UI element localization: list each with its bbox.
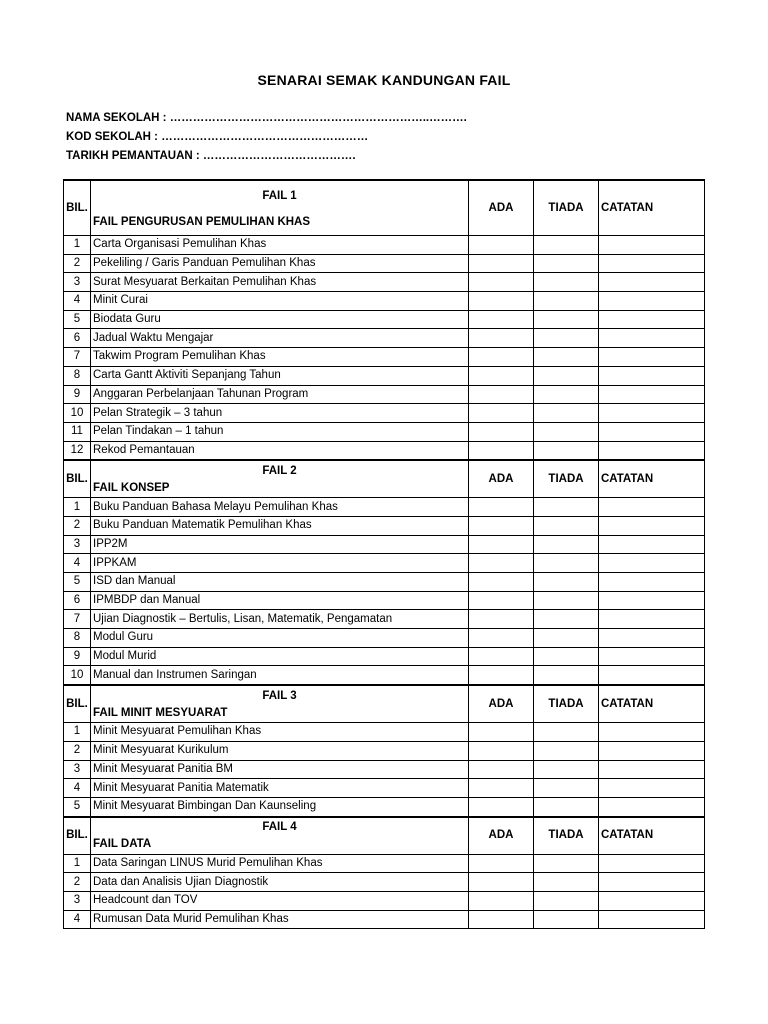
bil-header: BIL. xyxy=(64,817,91,855)
item-number: 11 xyxy=(64,422,91,441)
item-number: 4 xyxy=(64,779,91,798)
item-number: 5 xyxy=(64,797,91,816)
tiada-cell[interactable] xyxy=(534,573,599,592)
table-row xyxy=(64,441,705,460)
table-row xyxy=(64,910,705,929)
catatan-cell[interactable] xyxy=(599,498,705,517)
table-row xyxy=(64,404,705,423)
tiada-cell[interactable] xyxy=(534,498,599,517)
catatan-cell[interactable] xyxy=(599,610,705,629)
catatan-cell[interactable] xyxy=(599,760,705,779)
ada-cell[interactable] xyxy=(469,873,534,892)
catatan-cell[interactable] xyxy=(599,348,705,367)
tiada-cell[interactable] xyxy=(534,516,599,535)
item-description: IPPKAM xyxy=(91,554,469,573)
tiada-cell[interactable] xyxy=(534,254,599,273)
tiada-cell[interactable] xyxy=(534,629,599,648)
catatan-cell[interactable] xyxy=(599,366,705,385)
tiada-cell[interactable] xyxy=(534,329,599,348)
item-description: Rumusan Data Murid Pemulihan Khas xyxy=(91,910,469,929)
bil-header: BIL. xyxy=(64,180,91,236)
item-description: Surat Mesyuarat Berkaitan Pemulihan Khas xyxy=(91,273,469,292)
catatan-cell[interactable] xyxy=(599,629,705,648)
ada-cell[interactable] xyxy=(469,535,534,554)
table-row xyxy=(64,554,705,573)
document-title: SENARAI SEMAK KANDUNGAN FAIL xyxy=(257,72,511,88)
ada-header: ADA xyxy=(469,685,534,723)
item-description: Data dan Analisis Ujian Diagnostik xyxy=(91,873,469,892)
school-info xyxy=(66,109,467,166)
catatan-cell[interactable] xyxy=(599,310,705,329)
ada-header: ADA xyxy=(469,180,534,236)
table-row xyxy=(64,741,705,760)
ada-cell[interactable] xyxy=(469,554,534,573)
ada-cell[interactable] xyxy=(469,723,534,742)
table-row xyxy=(64,760,705,779)
item-number: 2 xyxy=(64,516,91,535)
section-name: FAIL DATA xyxy=(93,838,152,851)
item-description: Buku Panduan Matematik Pemulihan Khas xyxy=(91,516,469,535)
item-number: 5 xyxy=(64,573,91,592)
catatan-cell[interactable] xyxy=(599,910,705,929)
ada-cell[interactable] xyxy=(469,741,534,760)
table-row xyxy=(64,329,705,348)
ada-cell[interactable] xyxy=(469,666,534,685)
tiada-cell[interactable] xyxy=(534,910,599,929)
table-row xyxy=(64,647,705,666)
table-row xyxy=(64,310,705,329)
catatan-cell[interactable] xyxy=(599,422,705,441)
ada-cell[interactable] xyxy=(469,647,534,666)
ada-cell[interactable] xyxy=(469,891,534,910)
item-description: Minit Mesyuarat Pemulihan Khas xyxy=(91,723,469,742)
table-row xyxy=(64,797,705,816)
table-row xyxy=(64,254,705,273)
table-row xyxy=(64,422,705,441)
ada-cell[interactable] xyxy=(469,366,534,385)
tiada-cell[interactable] xyxy=(534,741,599,760)
catatan-header: CATATAN xyxy=(599,685,705,723)
ada-cell[interactable] xyxy=(469,498,534,517)
tiada-header: TIADA xyxy=(534,685,599,723)
catatan-header: CATATAN xyxy=(599,817,705,855)
catatan-cell[interactable] xyxy=(599,535,705,554)
section-name: FAIL PENGURUSAN PEMULIHAN KHAS xyxy=(93,215,311,228)
item-number: 1 xyxy=(64,854,91,873)
table-row xyxy=(64,273,705,292)
monitoring-date-field[interactable]: TARIKH PEMANTAUAN : …………………………………. xyxy=(66,150,356,162)
item-description: Minit Mesyuarat Bimbingan Dan Kaunseling xyxy=(91,797,469,816)
item-number: 3 xyxy=(64,273,91,292)
item-number: 2 xyxy=(64,741,91,760)
tiada-header: TIADA xyxy=(534,817,599,855)
item-description: Rekod Pemantauan xyxy=(91,441,469,460)
tiada-cell[interactable] xyxy=(534,422,599,441)
ada-cell[interactable] xyxy=(469,591,534,610)
item-number: 7 xyxy=(64,610,91,629)
ada-cell[interactable] xyxy=(469,516,534,535)
tiada-cell[interactable] xyxy=(534,554,599,573)
item-description: Headcount dan TOV xyxy=(91,891,469,910)
tiada-cell[interactable] xyxy=(534,591,599,610)
table-row xyxy=(64,535,705,554)
item-description: Ujian Diagnostik – Bertulis, Lisan, Matematik, Pengamatan xyxy=(91,610,469,629)
item-description: Carta Organisasi Pemulihan Khas xyxy=(91,236,469,255)
tiada-cell[interactable] xyxy=(534,723,599,742)
catatan-cell[interactable] xyxy=(599,666,705,685)
table-row xyxy=(64,366,705,385)
item-description: Biodata Guru xyxy=(91,310,469,329)
section-title-cell xyxy=(91,817,469,855)
section-header-row xyxy=(64,460,705,498)
table-row xyxy=(64,236,705,255)
ada-cell[interactable] xyxy=(469,385,534,404)
item-number: 1 xyxy=(64,723,91,742)
ada-cell[interactable] xyxy=(469,273,534,292)
table-row xyxy=(64,292,705,311)
item-description: Minit Mesyuarat Kurikulum xyxy=(91,741,469,760)
item-number: 10 xyxy=(64,666,91,685)
item-number: 9 xyxy=(64,385,91,404)
ada-cell[interactable] xyxy=(469,254,534,273)
section-title-cell xyxy=(91,460,469,498)
catatan-cell[interactable] xyxy=(599,779,705,798)
item-description: Minit Curai xyxy=(91,292,469,311)
table-row xyxy=(64,498,705,517)
checklist-table xyxy=(63,179,705,929)
item-number: 1 xyxy=(64,498,91,517)
item-number: 1 xyxy=(64,236,91,255)
item-description: Takwim Program Pemulihan Khas xyxy=(91,348,469,367)
section-label: FAIL 2 xyxy=(262,464,297,477)
item-description: IPMBDP dan Manual xyxy=(91,591,469,610)
item-description: Carta Gantt Aktiviti Sepanjang Tahun xyxy=(91,366,469,385)
item-description: Jadual Waktu Mengajar xyxy=(91,329,469,348)
tiada-cell[interactable] xyxy=(534,760,599,779)
item-number: 3 xyxy=(64,535,91,554)
bil-header: BIL. xyxy=(64,685,91,723)
catatan-header: CATATAN xyxy=(599,180,705,236)
ada-cell[interactable] xyxy=(469,629,534,648)
tiada-cell[interactable] xyxy=(534,854,599,873)
item-description: Minit Mesyuarat Panitia BM xyxy=(91,760,469,779)
ada-cell[interactable] xyxy=(469,779,534,798)
catatan-cell[interactable] xyxy=(599,516,705,535)
catatan-cell[interactable] xyxy=(599,591,705,610)
tiada-cell[interactable] xyxy=(534,647,599,666)
catatan-cell[interactable] xyxy=(599,385,705,404)
item-number: 3 xyxy=(64,760,91,779)
catatan-cell[interactable] xyxy=(599,441,705,460)
section-header-row xyxy=(64,180,705,236)
catatan-cell[interactable] xyxy=(599,404,705,423)
tiada-cell[interactable] xyxy=(534,666,599,685)
section-name: FAIL KONSEP xyxy=(93,481,170,494)
table-row xyxy=(64,666,705,685)
table-row xyxy=(64,854,705,873)
checklist-body xyxy=(64,180,705,929)
table-row xyxy=(64,348,705,367)
catatan-cell[interactable] xyxy=(599,292,705,311)
catatan-cell[interactable] xyxy=(599,854,705,873)
ada-cell[interactable] xyxy=(469,854,534,873)
section-label: FAIL 3 xyxy=(262,689,297,702)
tiada-cell[interactable] xyxy=(534,236,599,255)
item-number: 5 xyxy=(64,310,91,329)
tiada-header: TIADA xyxy=(534,460,599,498)
item-number: 10 xyxy=(64,404,91,423)
catatan-cell[interactable] xyxy=(599,647,705,666)
ada-cell[interactable] xyxy=(469,310,534,329)
tiada-cell[interactable] xyxy=(534,404,599,423)
item-number: 7 xyxy=(64,348,91,367)
school-name-field[interactable]: NAMA SEKOLAH : …………………………………………………………..………. xyxy=(66,112,467,124)
table-row xyxy=(64,891,705,910)
item-number: 6 xyxy=(64,591,91,610)
item-description: Pelan Strategik – 3 tahun xyxy=(91,404,469,423)
item-number: 4 xyxy=(64,554,91,573)
item-number: 4 xyxy=(64,292,91,311)
tiada-cell[interactable] xyxy=(534,779,599,798)
item-description: Manual dan Instrumen Saringan xyxy=(91,666,469,685)
ada-cell[interactable] xyxy=(469,910,534,929)
table-row xyxy=(64,516,705,535)
item-number: 2 xyxy=(64,873,91,892)
tiada-cell[interactable] xyxy=(534,366,599,385)
section-label: FAIL 1 xyxy=(262,189,297,202)
catatan-cell[interactable] xyxy=(599,723,705,742)
section-title-cell xyxy=(91,180,469,236)
item-number: 9 xyxy=(64,647,91,666)
catatan-cell[interactable] xyxy=(599,329,705,348)
item-description: Pelan Tindakan – 1 tahun xyxy=(91,422,469,441)
item-description: ISD dan Manual xyxy=(91,573,469,592)
item-description: Buku Panduan Bahasa Melayu Pemulihan Khas xyxy=(91,498,469,517)
tiada-cell[interactable] xyxy=(534,310,599,329)
catatan-cell[interactable] xyxy=(599,891,705,910)
table-row xyxy=(64,591,705,610)
ada-cell[interactable] xyxy=(469,348,534,367)
catatan-cell[interactable] xyxy=(599,273,705,292)
item-number: 4 xyxy=(64,910,91,929)
section-title-cell xyxy=(91,685,469,723)
tiada-cell[interactable] xyxy=(534,385,599,404)
catatan-cell[interactable] xyxy=(599,741,705,760)
table-row xyxy=(64,873,705,892)
ada-cell[interactable] xyxy=(469,422,534,441)
ada-cell[interactable] xyxy=(469,610,534,629)
item-description: IPP2M xyxy=(91,535,469,554)
item-description: Anggaran Perbelanjaan Tahunan Program xyxy=(91,385,469,404)
ada-cell[interactable] xyxy=(469,236,534,255)
section-label: FAIL 4 xyxy=(262,821,297,834)
ada-cell[interactable] xyxy=(469,760,534,779)
section-header-row xyxy=(64,685,705,723)
tiada-cell[interactable] xyxy=(534,273,599,292)
ada-header: ADA xyxy=(469,460,534,498)
catatan-cell[interactable] xyxy=(599,797,705,816)
catatan-cell[interactable] xyxy=(599,236,705,255)
table-row xyxy=(64,629,705,648)
table-row xyxy=(64,573,705,592)
item-description: Modul Guru xyxy=(91,629,469,648)
catatan-cell[interactable] xyxy=(599,573,705,592)
ada-cell[interactable] xyxy=(469,329,534,348)
ada-cell[interactable] xyxy=(469,797,534,816)
bil-header: BIL. xyxy=(64,460,91,498)
ada-cell[interactable] xyxy=(469,573,534,592)
table-row xyxy=(64,610,705,629)
tiada-cell[interactable] xyxy=(534,535,599,554)
tiada-cell[interactable] xyxy=(534,348,599,367)
school-code-field[interactable]: KOD SEKOLAH : ……………………………………………… xyxy=(66,131,369,143)
ada-cell[interactable] xyxy=(469,292,534,311)
section-name: FAIL MINIT MESYUARAT xyxy=(93,706,228,719)
table-row xyxy=(64,385,705,404)
ada-cell[interactable] xyxy=(469,404,534,423)
tiada-header: TIADA xyxy=(534,180,599,236)
section-header-row xyxy=(64,817,705,855)
catatan-cell[interactable] xyxy=(599,873,705,892)
tiada-cell[interactable] xyxy=(534,610,599,629)
item-description: Pekeliling / Garis Panduan Pemulihan Khas xyxy=(91,254,469,273)
catatan-cell[interactable] xyxy=(599,554,705,573)
tiada-cell[interactable] xyxy=(534,891,599,910)
item-description: Data Saringan LINUS Murid Pemulihan Khas xyxy=(91,854,469,873)
item-number: 8 xyxy=(64,629,91,648)
item-description: Minit Mesyuarat Panitia Matematik xyxy=(91,779,469,798)
table-row xyxy=(64,723,705,742)
item-number: 8 xyxy=(64,366,91,385)
catatan-header: CATATAN xyxy=(599,460,705,498)
tiada-cell[interactable] xyxy=(534,441,599,460)
ada-header: ADA xyxy=(469,817,534,855)
item-number: 6 xyxy=(64,329,91,348)
tiada-cell[interactable] xyxy=(534,797,599,816)
tiada-cell[interactable] xyxy=(534,873,599,892)
ada-cell[interactable] xyxy=(469,441,534,460)
item-number: 2 xyxy=(64,254,91,273)
item-number: 3 xyxy=(64,891,91,910)
catatan-cell[interactable] xyxy=(599,254,705,273)
item-number: 12 xyxy=(64,441,91,460)
item-description: Modul Murid xyxy=(91,647,469,666)
tiada-cell[interactable] xyxy=(534,292,599,311)
table-row xyxy=(64,779,705,798)
